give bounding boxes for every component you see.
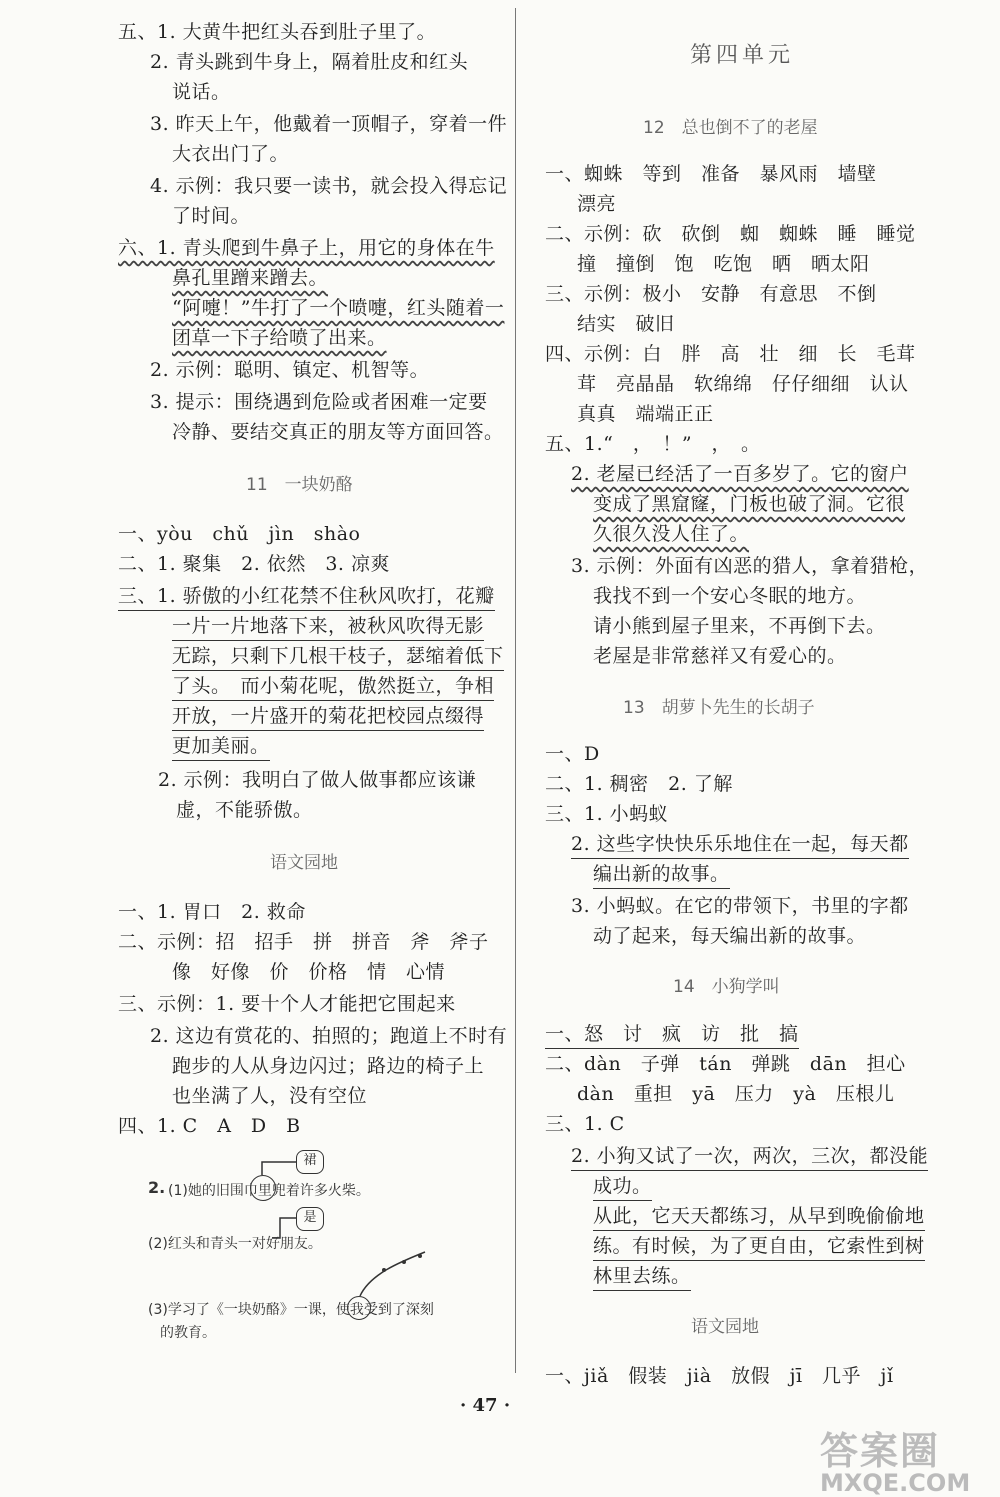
answer-line: 二、dàn 子弹 tán 弹跳 dān 担心 [545, 1053, 906, 1075]
answer-line: 2. 这些字快快乐乐地住在一起，每天都 [571, 830, 909, 859]
answer-line: 四、示例：白 胖 高 壮 细 长 毛茸 [545, 343, 916, 365]
answer-line: 我找不到一个安心冬眠的地方。 [593, 585, 867, 607]
answer-line: 六、1. 青头爬到牛鼻子上，用它的身体在牛 [118, 237, 495, 259]
answer-line: 三、示例：极小 安静 有意思 不倒 [545, 283, 877, 305]
answer-line: 一、jiǎ 假装 jià 放假 jī 几乎 jǐ [545, 1365, 894, 1387]
lesson-heading: 14 小狗学叫 [673, 977, 780, 997]
answer-line: 3. 昨天上午，他戴着一顶帽子，穿着一件 [150, 113, 508, 135]
exercise-4-number: 2. [148, 1178, 166, 1197]
answer-line: 大衣出门了。 [172, 143, 290, 165]
answer-line: 也坐满了人，没有空位 [172, 1085, 368, 1107]
answer-line: 四、1. C A D B [118, 1115, 301, 1137]
lesson-heading: 12 总也倒不了的老屋 [643, 118, 818, 138]
correction-box-1: 裙 [296, 1150, 324, 1174]
answer-line: 3. 示例：外面有凶恶的猎人，拿着猎枪， [571, 555, 929, 577]
answer-line: 说话。 [172, 81, 231, 103]
answer-line: 更加美丽。 [172, 732, 270, 761]
answer-line: 编出新的故事。 [593, 860, 730, 889]
circle-mark [250, 1175, 276, 1201]
lesson-heading: 语文园地 [691, 1317, 759, 1337]
answer-line: 成功。 [593, 1172, 652, 1201]
answer-line: 漂亮 [577, 193, 617, 215]
lesson-heading: 13 胡萝卜先生的长胡子 [623, 698, 815, 718]
answer-line: 2. 青头跳到牛身上，隔着肚皮和红头 [150, 51, 469, 73]
answer-line: 从此，它天天都练习，从早到晚偷偷地 [593, 1202, 925, 1231]
answer-line: 变成了黑窟窿，门板也破了洞。它很 [593, 493, 906, 515]
answer-line: 二、1. 聚集 2. 依然 3. 凉爽 [118, 553, 391, 575]
answer-line: 老屋是非常慈祥又有爱心的。 [593, 645, 847, 667]
answer-line: 结实 破旧 [577, 313, 675, 335]
watermark-text: 答案圈 [820, 1429, 941, 1473]
answer-line: 了头。 而小菊花呢，傲然挺立，争相 [172, 672, 494, 701]
circle-mark [347, 1296, 371, 1320]
unit-title: 第四单元 [690, 43, 795, 68]
answer-line: 虚，不能骄傲。 [176, 799, 313, 821]
exercise-4-sentence-1: (1)她的旧围巾里兜着许多火柴。 [168, 1183, 370, 1199]
answer-line: 开放，一片盛开的菊花把校园点缀得 [172, 702, 484, 731]
exercise-4-sentence-2: (2)红头和青头一对好朋友。 [148, 1236, 322, 1252]
answer-line: 动了起来，每天编出新的故事。 [593, 925, 867, 947]
answer-line: 一、1. 胃口 2. 救命 [118, 901, 306, 923]
answer-line: 鼻孔里蹭来蹭去。 [172, 267, 329, 289]
exercise-4-sentence-3b: 的教育。 [160, 1325, 216, 1341]
page-number: · 47 · [460, 1395, 511, 1416]
watermark-url: MXQE.COM [820, 1469, 971, 1497]
answer-line: 久很久没人住了。 [593, 523, 750, 545]
answer-line: 一、D [545, 743, 600, 765]
answer-line: 跑步的人从身边闪过；路边的椅子上 [172, 1055, 485, 1077]
column-divider [515, 8, 516, 1373]
answer-line: 请小熊到屋子里来，不再倒下去。 [593, 615, 886, 637]
answer-line: 一、yòu chǔ jìn shào [118, 523, 361, 545]
answer-line: 2. 老屋已经活了一百多岁了。它的窗户 [571, 463, 909, 485]
answer-line: 林里去练。 [593, 1262, 691, 1291]
answer-line: 一片一片地落下来，被秋风吹得无影 [172, 612, 484, 641]
answer-line: 一、怒 讨 疯 访 批 搞 [545, 1020, 799, 1049]
answer-line: 无踪，只剩下几根干枝子，瑟缩着低下 [172, 642, 504, 671]
answer-line: 团草一下子给喷了出来。 [172, 327, 387, 349]
answer-line: 2. 示例：聪明、镇定、机智等。 [150, 359, 430, 381]
lesson-heading: 11 一块奶酪 [246, 475, 353, 495]
answer-line: 三、1. 骄傲的小红花禁不住秋风吹打，花瓣 [118, 582, 495, 611]
answer-line: 3. 提示：围绕遇到危险或者困难一定要 [150, 391, 488, 413]
answer-line: 三、1. 小蚂蚁 [545, 803, 669, 825]
answer-line: 3. 小蚂蚁。在它的带领下，书里的字都 [571, 895, 909, 917]
answer-line: 2. 示例：我明白了做人做事都应该谦 [158, 769, 477, 791]
watermark-logo [820, 1420, 970, 1497]
answer-line: 三、1. C [545, 1113, 625, 1135]
answer-line: 冷静、要结交真正的朋友等方面回答。 [172, 421, 504, 443]
answer-line: “阿嚏！”牛打了一个喷嚏，红头随着一 [172, 297, 505, 319]
answer-line: 三、示例：1. 要十个人才能把它围起来 [118, 993, 456, 1015]
answer-line: 五、1. 大黄牛把红头吞到肚子里了。 [118, 21, 437, 43]
answer-line: 4. 示例：我只要一读书，就会投入得忘记 [150, 175, 508, 197]
answer-line: 2. 这边有赏花的、拍照的；跑道上不时有 [150, 1025, 508, 1047]
lesson-heading: 语文园地 [270, 853, 338, 873]
answer-line: 二、示例：招 招手 拼 拼音 斧 斧子 [118, 931, 489, 953]
answer-line: 练。有时候，为了更自由，它索性到树 [593, 1232, 925, 1261]
answer-line: 一、蜘蛛 等到 准备 暴风雨 墙壁 [545, 163, 877, 185]
exercise-4-sentence-3a: (3)学习了《一块奶酪》一课，使我受到了深刻 [148, 1302, 434, 1318]
answer-line: 五、1.“ ， ！” ， 。 [545, 433, 761, 455]
answer-line: 茸 亮晶晶 软绵绵 仔仔细细 认认 [577, 373, 909, 395]
answer-line: 2. 小狗又试了一次，两次，三次，都没能 [571, 1142, 928, 1171]
answer-line: 二、1. 稠密 2. 了解 [545, 773, 733, 795]
answer-line: 了时间。 [172, 205, 251, 227]
answer-line: dàn 重担 yā 压力 yà 压根儿 [577, 1083, 895, 1105]
answer-line: 二、示例：砍 砍倒 蜘 蜘蛛 睡 睡觉 [545, 223, 916, 245]
correction-box-2: 是 [296, 1207, 324, 1231]
answer-line: 真真 端端正正 [577, 403, 714, 425]
answer-line: 像 好像 价 价格 情 心情 [172, 961, 446, 983]
answer-line: 撞 撞倒 饱 吃饱 晒 晒太阳 [577, 253, 870, 275]
